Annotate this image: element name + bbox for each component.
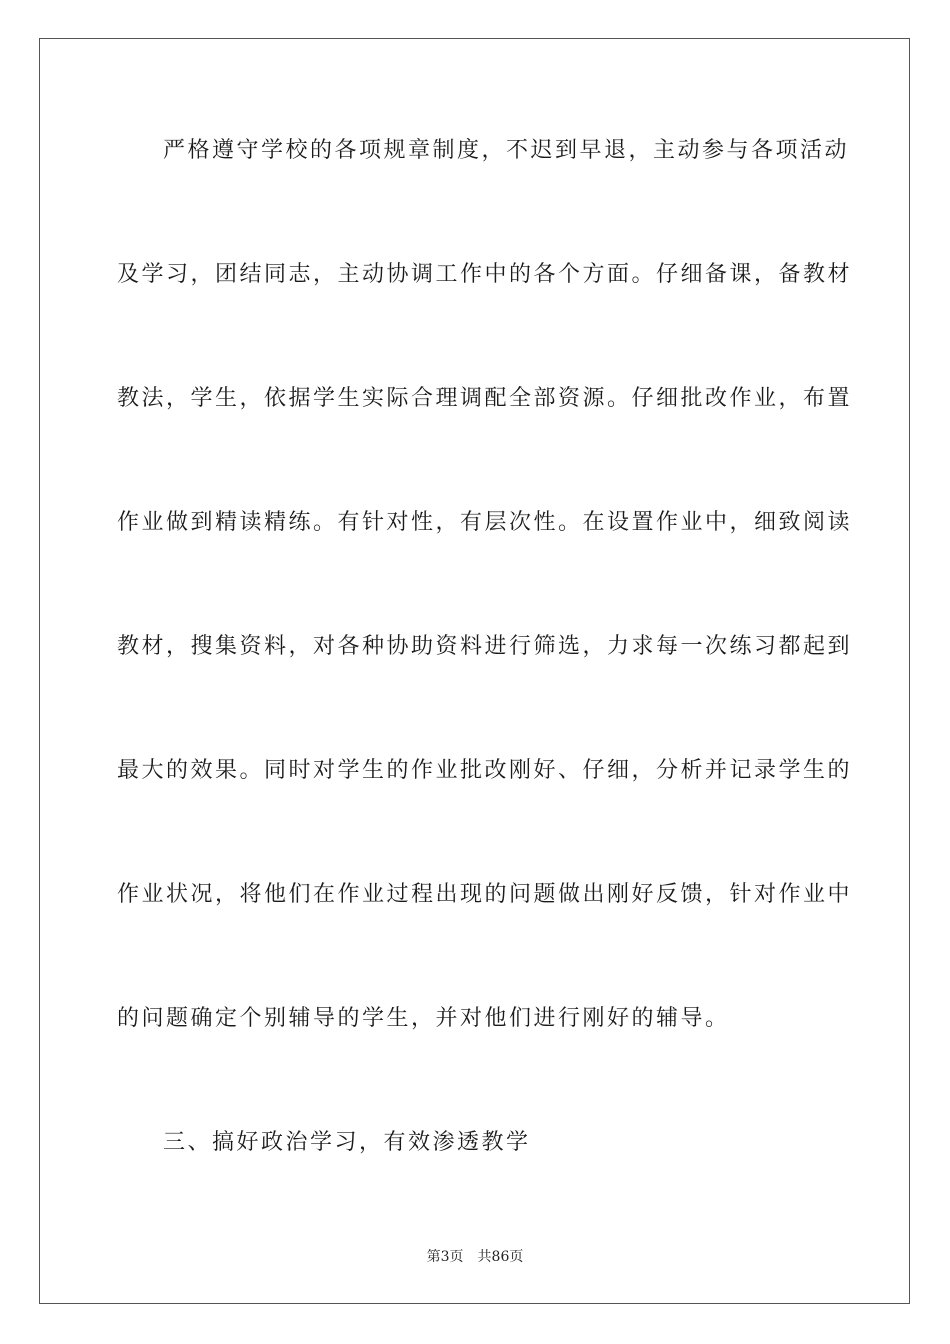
paragraph-line-5: 教材，搜集资料，对各种协助资料进行筛选，力求每一次练习都起到 (117, 634, 853, 659)
paragraph-line-6: 最大的效果。同时对学生的作业批改刚好、仔细，分析并记录学生的 (117, 758, 853, 783)
page-number: 第3页 (426, 1249, 464, 1265)
page-total: 共86页 (477, 1249, 524, 1265)
paragraph-line-2: 及学习，团结同志，主动协调工作中的各个方面。仔细备课，备教材 (117, 262, 853, 287)
paragraph-line-1: 严格遵守学校的各项规章制度，不迟到早退，主动参与各项活动 (163, 138, 850, 163)
paragraph-line-8: 的问题确定个别辅导的学生，并对他们进行刚好的辅导。 (117, 1006, 730, 1031)
page-border (39, 38, 910, 1304)
paragraph-line-3: 教法，学生，依据学生实际合理调配全部资源。仔细批改作业，布置 (117, 386, 853, 411)
paragraph-line-7: 作业状况，将他们在作业过程出现的问题做出刚好反馈，针对作业中 (117, 882, 853, 907)
page-footer (0, 1248, 950, 1266)
section-heading: 三、搞好政治学习，有效渗透教学 (163, 1130, 531, 1155)
paragraph-line-4: 作业做到精读精练。有针对性，有层次性。在设置作业中，细致阅读 (117, 510, 853, 535)
